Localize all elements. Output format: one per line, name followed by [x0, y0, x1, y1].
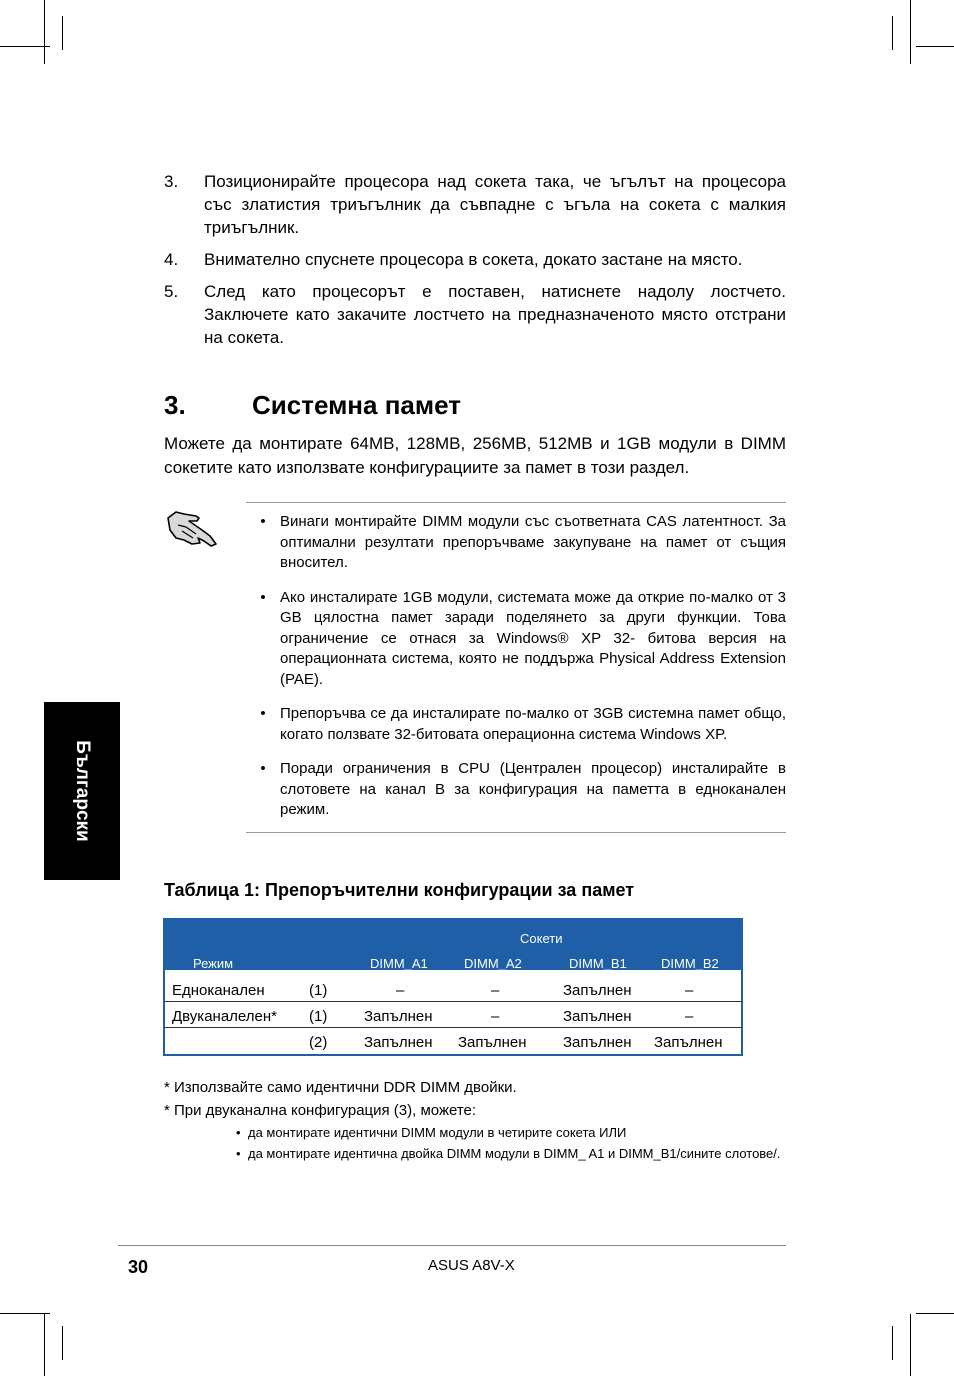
note-item	[246, 759, 786, 821]
bullet: •	[236, 1125, 241, 1140]
language-side-label: Български	[72, 740, 93, 842]
row-divider	[165, 1027, 741, 1028]
cell-dimm-b1: Запълнен	[563, 1008, 632, 1025]
table-header	[165, 920, 741, 970]
bullet: •	[236, 1146, 241, 1161]
cell-config: (1)	[309, 1008, 328, 1025]
section-title	[164, 390, 461, 421]
step-text: Позиционирайте процесора над сокета така, че ъгълът на процесора със златистия триъгълник да съвпадне с ъгъла на сокета с малкия триъгълник.	[204, 172, 786, 237]
cell-config: (1)	[309, 982, 328, 999]
note-text: Винаги монтирайте DIMM модули със съответната CAS латентност. За оптимални резултати препоръчваме закупуване на памет от същия вносител.	[280, 513, 786, 571]
note-item	[246, 704, 786, 745]
step-item	[164, 170, 786, 239]
step-number: 4.	[164, 250, 179, 269]
cell-dimm-a1: Запълнен	[364, 1008, 433, 1025]
note-text: Поради ограничения в CPU (Централен процесор) инсталирайте в слотовете на канал B за конфигурация на паметта в едноканален режим.	[280, 760, 786, 818]
section-intro: Можете да монтирате 64MB, 128MB, 256MB, 512MB и 1GB модули в DIMM сокетите като използвате конфигурациите за памет в този раздел.	[164, 434, 786, 477]
step-text: След като процесорът е поставен, натиснете надолу лостчето. Заключете като закачите лостчето на предназначеното място отстрани на сокета.	[204, 282, 786, 347]
row-divider	[165, 1001, 741, 1002]
installation-steps	[164, 170, 786, 358]
cell-dimm-a2: –	[491, 982, 500, 999]
note-bottom-rule	[246, 832, 786, 833]
cell-dimm-b1: Запълнен	[563, 982, 632, 999]
cell-dimm-a2: Запълнен	[458, 1034, 527, 1051]
cell-dimm-b2: Запълнен	[654, 1034, 723, 1051]
cell-dimm-b1: Запълнен	[563, 1034, 632, 1051]
note-text: Ако инсталирате 1GB модули, системата може да открие по-малко от 3 GB цялостна памет заради поделянето за други функции. Това ограничение се отнася за Windows® XP 32- битова версия на операционната система, която не поддържа Physical Address Extension (PAE).	[280, 588, 786, 688]
cell-config: (2)	[309, 1034, 328, 1051]
section-title-text: Системна памет	[252, 390, 461, 420]
cell-dimm-a1: –	[396, 982, 405, 999]
footnote-sub-list	[236, 1124, 786, 1162]
table-row	[165, 1030, 741, 1056]
step-number: 3.	[164, 172, 179, 191]
table-title: Таблица 1: Препоръчителни конфигурации за памет	[164, 880, 635, 900]
pointing-hand-icon	[166, 508, 218, 553]
footer-rule	[118, 1245, 786, 1246]
step-item	[164, 280, 786, 349]
header-dimm-b1: DIMM_B1	[569, 956, 627, 971]
step-text: Внимателно спуснете процесора в сокета, докато застане на място.	[204, 250, 743, 269]
cell-dimm-a1: Запълнен	[364, 1034, 433, 1051]
note-text: Препоръчва се да инсталирате по-малко от 3GB системна памет общо, когато ползвате 32-битовата операционна система Windows XP.	[280, 705, 786, 743]
section-number: 3.	[164, 390, 186, 420]
step-item	[164, 248, 786, 271]
list-item	[236, 1124, 786, 1141]
footnotes	[164, 1076, 786, 1166]
page-number: 30	[128, 1257, 149, 1277]
notes-list	[246, 512, 786, 835]
cell-dimm-b2: –	[685, 982, 694, 999]
footnote-text: * Използвайте само идентични DDR DIMM двойки.	[164, 1079, 517, 1096]
sub-note-text: да монтирате идентична двойка DIMM модули в DIMM_ A1 и DIMM_B1/сините слотове/.	[248, 1146, 781, 1161]
cell-dimm-b2: –	[685, 1008, 694, 1025]
note-top-rule	[246, 502, 786, 503]
cell-mode: Едноканален	[172, 982, 265, 999]
sub-note-text: да монтирате идентични DIMM модули в четирите сокета ИЛИ	[248, 1125, 627, 1140]
header-dimm-a1: DIMM_A1	[370, 956, 428, 971]
step-number: 5.	[164, 282, 179, 301]
cell-dimm-a2: –	[491, 1008, 500, 1025]
bullet: •	[260, 760, 266, 777]
bullet: •	[260, 588, 266, 606]
bullet: •	[260, 513, 266, 530]
header-dimm-b2: DIMM_B2	[661, 956, 719, 971]
header-dimm-a2: DIMM_A2	[464, 956, 522, 971]
memory-config-table	[163, 918, 743, 1056]
list-item	[236, 1145, 786, 1162]
footnote-text: * При двуканална конфигурация (3), можете:	[164, 1102, 477, 1119]
cell-mode: Двуканалелен*	[172, 1008, 277, 1025]
footer-product-name: ASUS A8V-X	[428, 1257, 515, 1274]
note-item	[246, 512, 786, 574]
bullet: •	[260, 705, 266, 722]
note-item	[246, 588, 786, 691]
sockets-group-header: Сокети	[520, 931, 563, 946]
header-mode: Режим	[193, 956, 234, 971]
